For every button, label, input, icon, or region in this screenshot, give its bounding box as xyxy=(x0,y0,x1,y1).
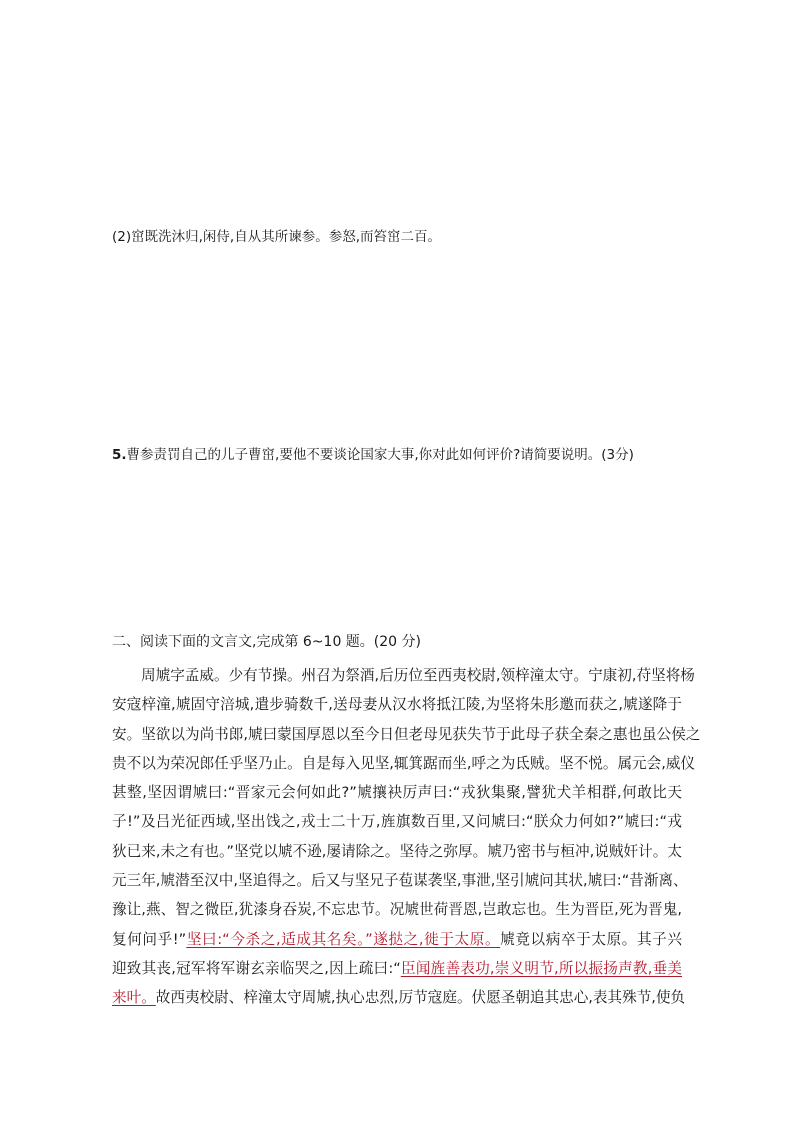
passage-line-10-end: 虓竟以病卒于太原。其子兴 xyxy=(500,930,682,948)
question-5 xyxy=(112,445,634,465)
question-5-text: 曹参责罚自己的儿子曹窋,要他不要谈论国家大事,你对此如何评价?请简要说明。(3分) xyxy=(126,447,634,463)
passage-line-5: 甚整,坚因谓虓曰:“晋家元会何如此?”虓攘袂厉声曰:“戎狄集聚,譬犹犬羊相群,何敢比天 xyxy=(112,784,682,802)
passage-line-4: 贵不以为荣况郎任乎坚乃止。自是每入见坚,辄箕踞而坐,呼之为氐贼。坚不悦。属元会,威仪 xyxy=(112,754,696,772)
passage-line-11 xyxy=(112,954,682,983)
passage-line-11-start: 迎致其丧,冠军将军谢玄亲临哭之,因上疏曰:“ xyxy=(112,959,401,977)
passage-line-7: 狄已来,未之有也。”坚党以虓不逊,屡请除之。坚待之弥厚。虓乃密书与桓冲,说贼奸计。太 xyxy=(112,842,682,860)
passage-line-2: 安寇梓潼,虓固守涪城,遣步骑数千,送母妻从汉水将抵江陵,为坚将朱肜邀而获之,虓遂降于 xyxy=(112,696,682,714)
underlined-sentence-2-part-2: 来叶。 xyxy=(112,989,156,1007)
passage xyxy=(112,661,701,1013)
underlined-sentence-2-part-1: 臣闻旌善表功,崇义明节,所以振扬声教,垂美 xyxy=(400,959,682,977)
passage-line-3: 安。坚欲以为尚书郎,虓曰蒙国厚恩以至今日但老母见获失节于此母子获全秦之惠也虽公侯之 xyxy=(112,725,701,743)
question-2-text: (2)窋既洗沐归,闲侍,自从其所谏参。参怒,而笞窋二百。 xyxy=(112,229,441,245)
underlined-sentence-1: 坚曰:“今杀之,适成其名矣。”遂挞之,徙于太原。 xyxy=(186,930,501,948)
passage-line-9: 豫让,燕、智之微臣,犹漆身吞炭,不忘忠节。况虓世荷晋恩,岂敢忘也。生为晋臣,死为晋鬼, xyxy=(112,901,682,919)
passage-line-10-start: 复何问乎!” xyxy=(112,930,187,948)
passage-line-1: 周虓字孟威。少有节操。州召为祭酒,后历位至西夷校尉,领梓潼太守。宁康初,苻坚将杨 xyxy=(141,667,695,684)
passage-line-12-end: 故西夷校尉、梓潼太守周虓,执心忠烈,厉节寇庭。伏愿圣朝追其忠心,表其殊节,使负 xyxy=(155,989,686,1007)
question-5-number: 5. xyxy=(112,447,127,463)
section-heading: 二、阅读下面的文言文,完成第 6~10 题。(20 分) xyxy=(112,634,421,650)
passage-line-6: 子!”及吕光征西域,坚出饯之,戎士二十万,旌旗数百里,又问虓曰:“朕众力何如?”虓曰:“戎 xyxy=(112,813,682,831)
passage-line-8: 元三年,虓潜至汉中,坚追得之。后又与坚兄子苞谋袭坚,事泄,坚引虓问其状,虓曰:“昔渐离、 xyxy=(112,872,688,890)
passage-line-10 xyxy=(112,925,682,954)
passage-line-12 xyxy=(112,983,686,1012)
